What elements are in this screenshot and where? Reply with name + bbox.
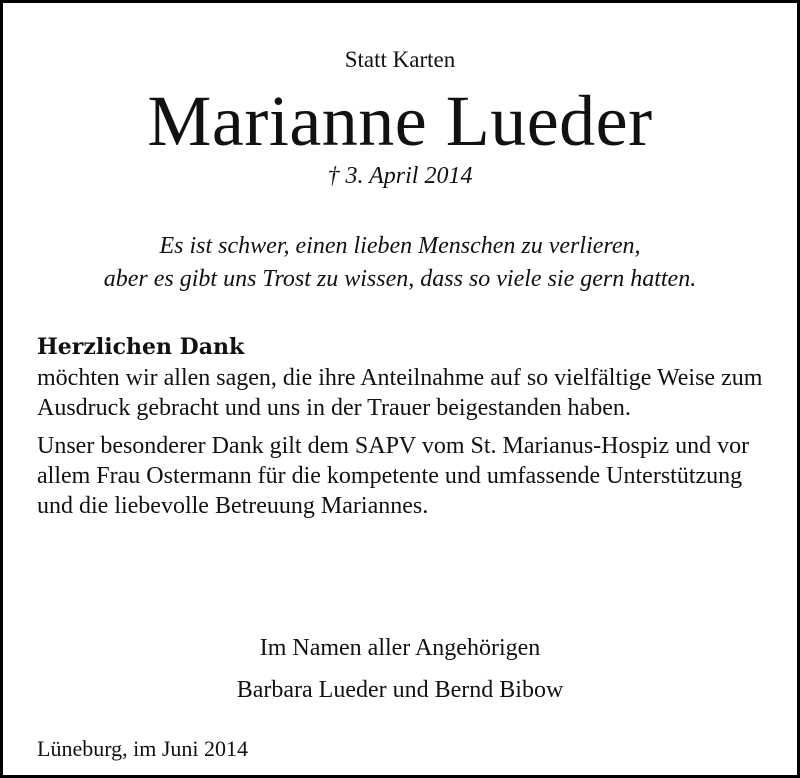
quote-line-1: Es ist schwer, einen lieben Menschen zu verlieren,	[159, 233, 641, 259]
header-text: Statt Karten	[344, 47, 456, 72]
place-date: Lüneburg, im Juni 2014	[37, 736, 249, 761]
death-date: † 3. April 2014	[327, 163, 473, 189]
thanks-heading: Herzlichen Dank	[37, 334, 245, 360]
signature-line-2: Barbara Lueder und Bernd Bibow	[236, 677, 564, 703]
quote-line-2: aber es gibt uns Trost zu wissen, dass so viele sie gern hatten.	[103, 266, 697, 292]
memorial-quote	[3, 230, 797, 296]
thanks-body	[37, 332, 767, 521]
deceased-name: Marianne Lueder	[147, 81, 653, 161]
thanks-paragraph-2: Unser besonderer Dank gilt dem SAPV vom St. Marianus-Hospiz und vor allem Frau Ostermann für die kompetente und umfassende Unterstützung und die liebevolle Betreuung Mariannes.	[37, 433, 750, 519]
thanks-paragraph-1: möchten wir allen sagen, die ihre Anteilnahme auf so vielfältige Weise zum Ausdruck gebracht und uns in der Trauer beigestanden haben.	[37, 365, 763, 421]
signature-line-1: Im Namen aller Angehörigen	[259, 635, 541, 661]
